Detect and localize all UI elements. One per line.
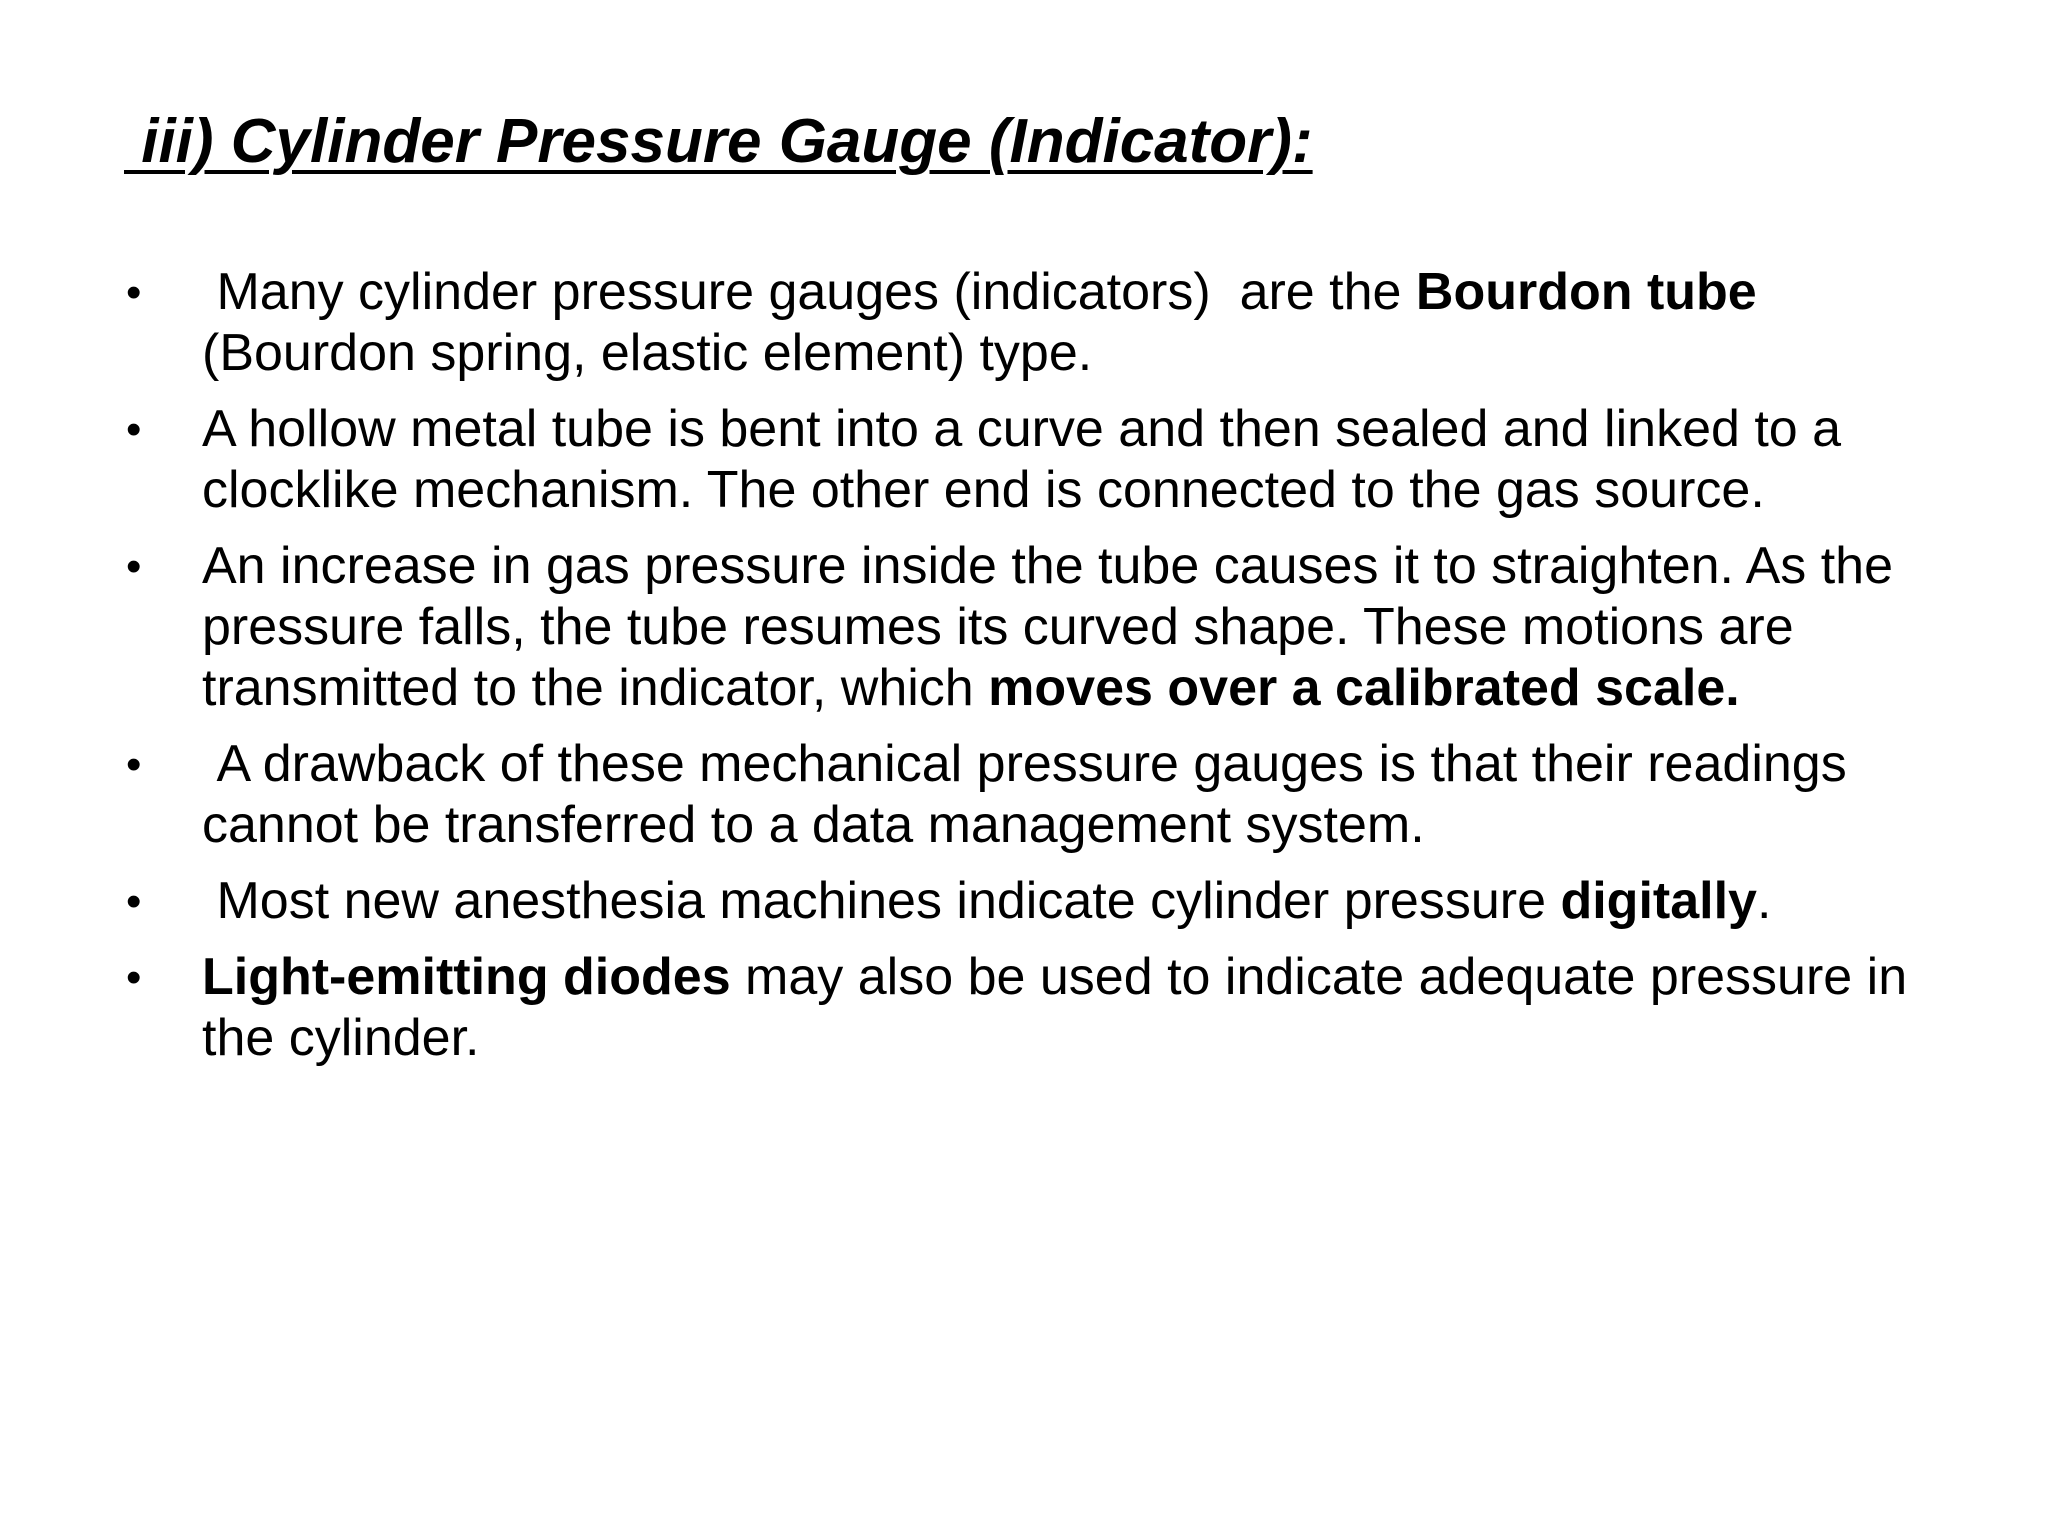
bullet-list [124,262,1954,1084]
bullet-text [202,872,1771,930]
bullet-text-part: A hollow metal tube is bent into a curve and then sealed and linked to a clocklike mechanism. The other end is connected to the gas source. [202,400,1856,519]
bullet-text-part: (Bourdon spring, elastic element) type. [202,263,1772,382]
bullet-text-part: Most new anesthesia machines indicate cylinder pressure [202,872,1561,930]
bullet-text-bold: Light-emitting diodes [202,948,731,1006]
bullet-text [202,263,1771,382]
bullet-item-hollow-tube [124,399,1954,521]
bullet-dot-icon: • [126,877,142,926]
bullet-text [202,948,1922,1067]
bullet-text-part: An increase in gas pressure inside the tube causes it to straighten. As the pressure falls, the tube resumes its curved shape. These motions are transmitted to the indicator, which [202,537,1908,717]
bullet-dot-icon: • [126,953,142,1002]
bullet-text [202,735,1861,854]
bullet-item-pressure-increase [124,536,1954,719]
bullet-text [202,537,1907,717]
bullet-text-part: . [1756,872,1772,930]
bullet-item-bourdon-tube [124,262,1954,384]
bullet-item-digital [124,871,1954,932]
bullet-item-leds [124,947,1954,1069]
bullet-dot-icon: • [126,268,142,317]
bullet-text-part: Many cylinder pressure gauges (indicators) are the [202,263,1416,321]
slide-title: iii) Cylinder Pressure Gauge (Indicator): [124,107,1313,176]
bullet-text-part: may also be used to indicate adequate pressure in the cylinder. [202,948,1922,1067]
bullet-text [202,400,1856,519]
bullet-dot-icon: • [126,405,142,454]
bullet-item-drawback [124,734,1954,856]
bullet-dot-icon: • [126,542,142,591]
bullet-text-bold: Bourdon tube [1415,263,1757,321]
bullet-text-bold: digitally [1560,872,1757,930]
bullet-text-part: A drawback of these mechanical pressure gauges is that their readings cannot be transferred to a data management system. [202,735,1862,854]
bullet-dot-icon: • [126,740,142,789]
bullet-text-bold: moves over a calibrated scale. [988,659,1740,717]
